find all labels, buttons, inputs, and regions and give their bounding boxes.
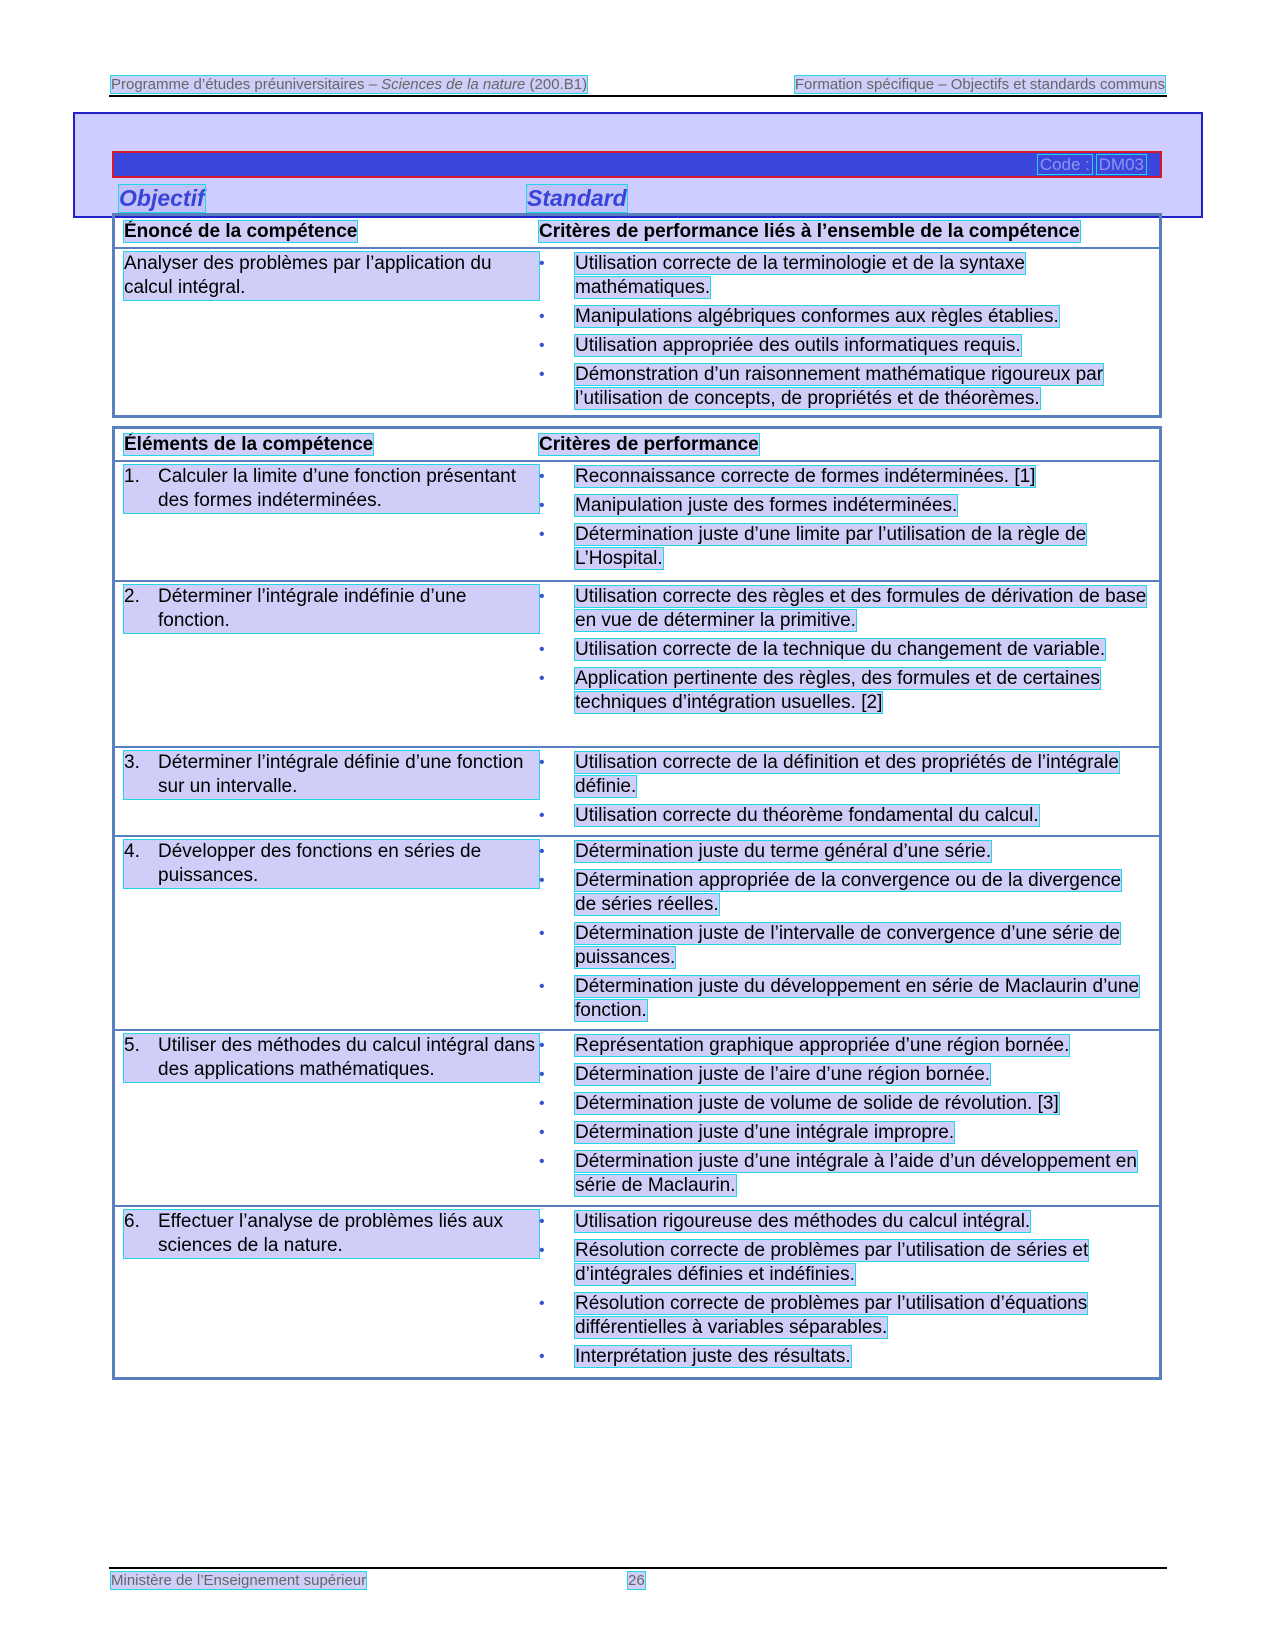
- code-value: DM03: [1098, 155, 1144, 174]
- header-rule: [109, 95, 1167, 97]
- criterion-item: • Détermination juste du développement en série de Maclaurin d’une fonction.: [539, 975, 1147, 1023]
- criterion-item: • Détermination juste d’une limite par l’utilisation de la règle de L’Hospital.: [539, 523, 1147, 571]
- standard-label: Standard: [527, 185, 627, 211]
- criterion-item: • Manipulation juste des formes indéterminées.: [539, 494, 1147, 518]
- criterion-item: • Résolution correcte de problèmes par l’utilisation de séries et d’intégrales définies et indéfinies.: [539, 1239, 1147, 1287]
- element-row: [115, 837, 1159, 1031]
- criterion-item: • Détermination juste de l’intervalle de convergence d’une série de puissances.: [539, 922, 1147, 970]
- objectif-label: Objectif: [119, 185, 205, 211]
- element-criteria-list: [539, 1034, 1147, 1198]
- criterion-item: • Reconnaissance correcte de formes indéterminées. [1]: [539, 465, 1147, 489]
- footer-rule: [109, 1567, 1167, 1569]
- element-row: [115, 748, 1159, 837]
- criterion-item: • Utilisation rigoureuse des méthodes du calcul intégral.: [539, 1210, 1147, 1234]
- element-criteria-list: [539, 751, 1147, 828]
- element-text: 2. Déterminer l’intégrale indéfinie d’une fonction.: [124, 585, 539, 633]
- section-title: Formation spécifique – Objectifs et standards communs: [794, 76, 1165, 93]
- element-criteria-list: [539, 1210, 1147, 1369]
- element-row: [115, 462, 1159, 582]
- criterion-item: • Utilisation correcte de la terminologie et de la syntaxe mathématiques.: [539, 252, 1147, 300]
- criterion-item: • Utilisation appropriée des outils informatiques requis.: [539, 334, 1147, 358]
- competence-heading: Énoncé de la compétence: [124, 220, 358, 242]
- program-title: Programme d’études préuniversitaires – Sciences de la nature (200.B1): [111, 76, 588, 93]
- criterion-item: • Utilisation correcte du théorème fondamental du calcul.: [539, 804, 1147, 828]
- criterion-item: • Utilisation correcte des règles et des formules de dérivation de base en vue de déterminer la primitive.: [539, 585, 1147, 633]
- competence-header-row: [115, 216, 1159, 249]
- competence-row: [115, 249, 1159, 415]
- criterion-item: • Résolution correcte de problèmes par l’utilisation d’équations différentielles à variables séparables.: [539, 1292, 1147, 1340]
- criterion-item: • Utilisation correcte de la définition et des propriétés de l’intégrale définie.: [539, 751, 1147, 799]
- course-code: [1038, 155, 1146, 175]
- element-row: [115, 1207, 1159, 1377]
- competence-criteria-list: [539, 252, 1147, 411]
- performance-criteria-heading: Critères de performance: [539, 433, 759, 455]
- element-text: 5. Utiliser des méthodes du calcul intégral dans des applications mathématiques.: [124, 1034, 539, 1082]
- element-criteria-list: [539, 585, 1147, 715]
- footer-ministry: Ministère de l’Enseignement supérieur: [111, 1572, 367, 1589]
- criterion-item: • Détermination juste du terme général d’une série.: [539, 840, 1147, 864]
- criterion-item: • Détermination appropriée de la convergence ou de la divergence de séries réelles.: [539, 869, 1147, 917]
- criterion-item: • Détermination juste de volume de solide de révolution. [3]: [539, 1092, 1147, 1116]
- criterion-item: • Application pertinente des règles, des formules et de certaines techniques d’intégration usuelles. [2]: [539, 667, 1147, 715]
- element-text: 1. Calculer la limite d’une fonction présentant des formes indéterminées.: [124, 465, 539, 513]
- elements-table: [112, 426, 1162, 1380]
- criterion-item: • Détermination juste d’une intégrale à l’aide d’un développement en série de Maclaurin.: [539, 1150, 1147, 1198]
- program-name: Sciences de la nature: [381, 76, 526, 93]
- code-bar: [112, 151, 1162, 178]
- competence-statement: Analyser des problèmes par l’application du calcul intégral.: [124, 252, 539, 300]
- element-criteria-list: [539, 465, 1147, 571]
- elements-heading: Éléments de la compétence: [124, 433, 374, 455]
- element-text: 6. Effectuer l’analyse de problèmes liés aux sciences de la nature.: [124, 1210, 539, 1258]
- criterion-item: • Représentation graphique appropriée d’une région bornée.: [539, 1034, 1147, 1058]
- criterion-item: • Manipulations algébriques conformes aux règles établies.: [539, 305, 1147, 329]
- criterion-item: • Utilisation correcte de la technique du changement de variable.: [539, 638, 1147, 662]
- element-text: 3. Déterminer l’intégrale définie d’une fonction sur un intervalle.: [124, 751, 539, 799]
- code-label: Code :: [1039, 155, 1090, 174]
- element-row: [115, 1031, 1159, 1207]
- criterion-item: • Interprétation juste des résultats.: [539, 1345, 1147, 1369]
- element-text: 4. Développer des fonctions en séries de puissances.: [124, 840, 539, 888]
- elements-header-row: [115, 429, 1159, 462]
- element-criteria-list: [539, 840, 1147, 1023]
- criterion-item: • Détermination juste d’une intégrale impropre.: [539, 1121, 1147, 1145]
- criterion-item: • Détermination juste de l’aire d’une région bornée.: [539, 1063, 1147, 1087]
- page-number: 26: [628, 1572, 645, 1589]
- competence-table: [112, 213, 1162, 418]
- competence-criteria-heading: Critères de performance liés à l’ensemble de la compétence: [539, 220, 1080, 242]
- element-row: [115, 582, 1159, 748]
- page-header: [111, 76, 1165, 93]
- criterion-item: • Démonstration d’un raisonnement mathématique rigoureux par l’utilisation de concepts, de propriétés et de théorèmes.: [539, 363, 1147, 411]
